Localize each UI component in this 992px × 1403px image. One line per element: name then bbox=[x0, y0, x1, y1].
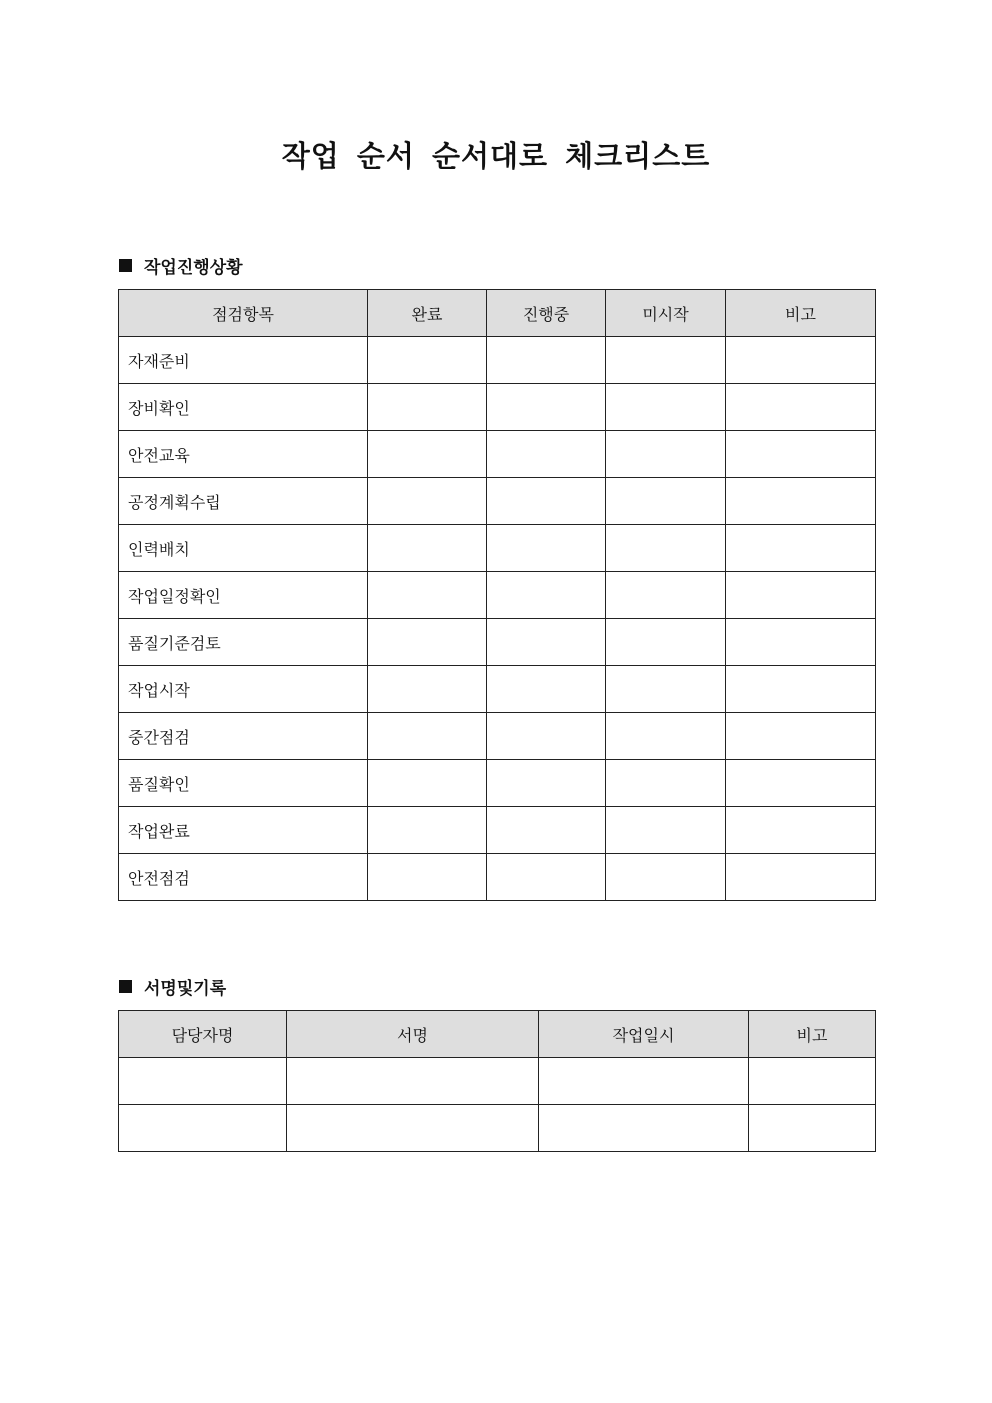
table-row bbox=[119, 431, 876, 478]
table-row bbox=[119, 619, 876, 666]
column-header-done: 완료 bbox=[368, 290, 487, 337]
progress-table bbox=[118, 289, 876, 901]
item-label: 장비확인 bbox=[119, 384, 368, 431]
table-header-row bbox=[119, 1011, 876, 1058]
item-label: 작업일정확인 bbox=[119, 572, 368, 619]
notes-cell[interactable] bbox=[726, 478, 876, 525]
table-row bbox=[119, 713, 876, 760]
column-header-not-started: 미시작 bbox=[606, 290, 726, 337]
column-header-signature: 서명 bbox=[287, 1011, 539, 1058]
notes-cell[interactable] bbox=[726, 431, 876, 478]
signature-table bbox=[118, 1010, 876, 1152]
done-cell[interactable] bbox=[368, 337, 487, 384]
in-progress-cell[interactable] bbox=[487, 713, 606, 760]
done-cell[interactable] bbox=[368, 619, 487, 666]
item-label: 품질확인 bbox=[119, 760, 368, 807]
section-heading-text: 작업진행상황 bbox=[144, 258, 243, 278]
table-row bbox=[119, 1058, 876, 1105]
not-started-cell[interactable] bbox=[606, 713, 726, 760]
not-started-cell[interactable] bbox=[606, 384, 726, 431]
in-progress-cell[interactable] bbox=[487, 854, 606, 901]
notes-cell[interactable] bbox=[726, 337, 876, 384]
item-label: 안전교육 bbox=[119, 431, 368, 478]
not-started-cell[interactable] bbox=[606, 525, 726, 572]
section-heading-signature bbox=[119, 974, 226, 999]
in-progress-cell[interactable] bbox=[487, 666, 606, 713]
item-label: 안전점검 bbox=[119, 854, 368, 901]
page-title: 작업 순서 순서대로 체크리스트 bbox=[281, 139, 711, 173]
not-started-cell[interactable] bbox=[606, 478, 726, 525]
done-cell[interactable] bbox=[368, 760, 487, 807]
table-row bbox=[119, 478, 876, 525]
notes-cell[interactable] bbox=[726, 854, 876, 901]
item-label: 인력배치 bbox=[119, 525, 368, 572]
item-label: 중간점검 bbox=[119, 713, 368, 760]
notes-cell[interactable] bbox=[749, 1058, 876, 1105]
table-row bbox=[119, 525, 876, 572]
notes-cell[interactable] bbox=[726, 666, 876, 713]
not-started-cell[interactable] bbox=[606, 619, 726, 666]
column-header-item: 점검항목 bbox=[119, 290, 368, 337]
notes-cell[interactable] bbox=[726, 760, 876, 807]
item-label: 공정계획수립 bbox=[119, 478, 368, 525]
in-progress-cell[interactable] bbox=[487, 431, 606, 478]
column-header-notes: 비고 bbox=[726, 290, 876, 337]
table-row bbox=[119, 760, 876, 807]
in-progress-cell[interactable] bbox=[487, 619, 606, 666]
notes-cell[interactable] bbox=[749, 1105, 876, 1152]
table-row bbox=[119, 384, 876, 431]
column-header-in-progress: 진행중 bbox=[487, 290, 606, 337]
notes-cell[interactable] bbox=[726, 619, 876, 666]
notes-cell[interactable] bbox=[726, 384, 876, 431]
done-cell[interactable] bbox=[368, 431, 487, 478]
not-started-cell[interactable] bbox=[606, 807, 726, 854]
in-progress-cell[interactable] bbox=[487, 807, 606, 854]
done-cell[interactable] bbox=[368, 854, 487, 901]
person-name-cell[interactable] bbox=[119, 1058, 287, 1105]
table-row bbox=[119, 807, 876, 854]
notes-cell[interactable] bbox=[726, 807, 876, 854]
item-label: 작업시작 bbox=[119, 666, 368, 713]
item-label: 자재준비 bbox=[119, 337, 368, 384]
done-cell[interactable] bbox=[368, 572, 487, 619]
not-started-cell[interactable] bbox=[606, 666, 726, 713]
in-progress-cell[interactable] bbox=[487, 760, 606, 807]
in-progress-cell[interactable] bbox=[487, 384, 606, 431]
not-started-cell[interactable] bbox=[606, 431, 726, 478]
table-header-row bbox=[119, 290, 876, 337]
section-heading-progress bbox=[119, 253, 243, 278]
signature-cell[interactable] bbox=[287, 1105, 539, 1152]
section-heading-text: 서명및기록 bbox=[144, 979, 227, 999]
table-row bbox=[119, 1105, 876, 1152]
table-row bbox=[119, 666, 876, 713]
done-cell[interactable] bbox=[368, 525, 487, 572]
not-started-cell[interactable] bbox=[606, 572, 726, 619]
in-progress-cell[interactable] bbox=[487, 337, 606, 384]
signature-cell[interactable] bbox=[287, 1058, 539, 1105]
square-bullet-icon bbox=[119, 259, 132, 272]
not-started-cell[interactable] bbox=[606, 854, 726, 901]
item-label: 품질기준검토 bbox=[119, 619, 368, 666]
not-started-cell[interactable] bbox=[606, 337, 726, 384]
notes-cell[interactable] bbox=[726, 572, 876, 619]
column-header-datetime: 작업일시 bbox=[539, 1011, 749, 1058]
square-bullet-icon bbox=[119, 980, 132, 993]
column-header-notes: 비고 bbox=[749, 1011, 876, 1058]
item-label: 작업완료 bbox=[119, 807, 368, 854]
in-progress-cell[interactable] bbox=[487, 572, 606, 619]
datetime-cell[interactable] bbox=[539, 1105, 749, 1152]
in-progress-cell[interactable] bbox=[487, 478, 606, 525]
table-row bbox=[119, 572, 876, 619]
datetime-cell[interactable] bbox=[539, 1058, 749, 1105]
notes-cell[interactable] bbox=[726, 713, 876, 760]
done-cell[interactable] bbox=[368, 384, 487, 431]
table-row bbox=[119, 337, 876, 384]
table-row bbox=[119, 854, 876, 901]
done-cell[interactable] bbox=[368, 666, 487, 713]
person-name-cell[interactable] bbox=[119, 1105, 287, 1152]
done-cell[interactable] bbox=[368, 807, 487, 854]
notes-cell[interactable] bbox=[726, 525, 876, 572]
not-started-cell[interactable] bbox=[606, 760, 726, 807]
done-cell[interactable] bbox=[368, 713, 487, 760]
column-header-person: 담당자명 bbox=[119, 1011, 287, 1058]
in-progress-cell[interactable] bbox=[487, 525, 606, 572]
done-cell[interactable] bbox=[368, 478, 487, 525]
